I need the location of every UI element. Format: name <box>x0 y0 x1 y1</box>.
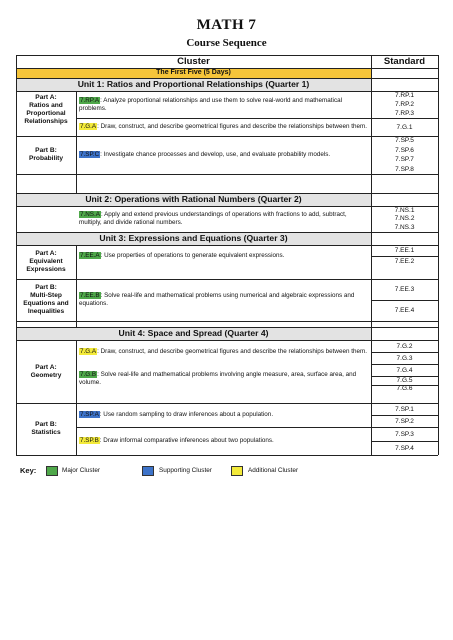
standard-code-text: 7.NS.3 <box>394 224 415 232</box>
standard-code <box>371 385 438 394</box>
cluster-code: 7.G.A <box>80 123 97 130</box>
unit-standard-blank <box>371 78 438 91</box>
cluster-text: : Investigate chance processes and develop, use, and evaluate probability models. <box>100 151 331 158</box>
standard-code-text: 7.SP.7 <box>395 156 414 164</box>
standard-code-text: 7.EE.3 <box>394 286 415 293</box>
key-label: Key: <box>20 466 37 475</box>
table-rule <box>16 91 438 92</box>
part-label-u3b <box>16 279 76 321</box>
table-rule <box>371 441 438 442</box>
standard-code <box>371 441 438 455</box>
standard-code <box>371 223 438 232</box>
standard-code-text: 7.SP.8 <box>395 165 414 173</box>
table-rule <box>371 364 438 365</box>
key-supporting-label: Supporting Cluster <box>159 467 212 474</box>
table-rule <box>371 55 372 455</box>
standard-code <box>371 403 438 415</box>
cluster-code: 7.EE.A <box>80 252 100 259</box>
table-rule <box>16 78 438 79</box>
standard-code <box>371 376 438 385</box>
part-label-u1a <box>16 91 76 129</box>
standard-code-text: 7.G.1 <box>396 123 413 131</box>
table-rule <box>16 340 438 341</box>
supporting-swatch <box>142 466 154 476</box>
cluster-text: : Draw, construct, and describe geometrical figures and describe the relationships between them. <box>97 348 367 355</box>
standard-code-text: 7.SP.6 <box>395 146 414 154</box>
standard-code-text: 7.EE.2 <box>394 258 415 265</box>
standard-code <box>371 352 438 364</box>
standard-code <box>371 155 438 165</box>
unit-header-4: Unit 4: Space and Spread (Quarter 4) <box>16 327 371 340</box>
cluster-desc-ns_a <box>79 206 368 232</box>
standard-code <box>371 100 438 109</box>
cluster-text: : Draw, construct, and describe geometrical figures and describe the relationships between them. <box>97 123 367 130</box>
table-rule <box>16 455 438 456</box>
standard-code <box>371 245 438 256</box>
cluster-column-header: Cluster <box>177 56 210 67</box>
standard-code <box>371 364 438 376</box>
doc-title: MATH 7 <box>196 17 257 33</box>
standard-code-text: 7.SP.4 <box>395 444 414 452</box>
table-rule <box>16 321 438 322</box>
standard-code <box>371 165 438 175</box>
table-rule <box>371 376 438 377</box>
key-major-label: Major Cluster <box>62 467 100 474</box>
part-label-text: Part B: Probability <box>28 147 64 162</box>
table-rule <box>16 55 17 455</box>
cluster-text: : Solve real-life and mathematical problems involving angle measure, area, surface area, and volume. <box>79 370 357 386</box>
standard-code <box>371 340 438 352</box>
standard-code-text: 7.G.6 <box>396 385 413 393</box>
cluster-desc-g_b <box>79 364 368 393</box>
cluster-desc-g_a2 <box>79 340 368 364</box>
cluster-text: : Use properties of operations to generate equivalent expressions. <box>100 252 285 259</box>
standard-code-text: 7.SP.3 <box>395 430 414 438</box>
cluster-text: : Draw informal comparative inferences about two populations. <box>99 437 274 444</box>
table-rule <box>16 232 438 233</box>
standard-code-text: 7.SP.5 <box>395 137 414 145</box>
unit-standard-blank <box>371 232 438 245</box>
unit-standard-blank <box>371 327 438 340</box>
standard-code <box>371 206 438 215</box>
cluster-code: 7.EE.B <box>80 292 100 299</box>
part-label-text: Part A: Ratios and Proportional Relationships <box>24 94 68 125</box>
table-rule <box>16 193 438 194</box>
table-rule <box>16 174 438 175</box>
unit-header-3: Unit 3: Expressions and Equations (Quarter 3) <box>16 232 371 245</box>
part-label-text: Part B: Multi-Step Equations and Inequalities <box>23 284 69 315</box>
table-rule <box>371 300 438 301</box>
standard-code <box>371 415 438 427</box>
table-rule <box>16 136 438 137</box>
table-rule <box>16 245 438 246</box>
part-label-u3a <box>16 245 76 279</box>
standard-code-text: 7.G.2 <box>396 342 413 350</box>
part-label-text: Part A: Equivalent Expressions <box>26 250 66 273</box>
cluster-desc-sp_a <box>79 403 368 427</box>
table-rule <box>371 385 438 386</box>
cluster-text: : Solve real-life and mathematical problems using numerical and algebraic expressions and equations. <box>79 292 355 307</box>
standard-code <box>371 118 438 136</box>
standard-code-text: 7.EE.1 <box>394 247 415 254</box>
table-rule <box>16 279 438 280</box>
table-rule <box>16 403 438 404</box>
key-additional-label: Additional Cluster <box>248 467 299 474</box>
additional-swatch <box>231 466 243 476</box>
standard-code <box>371 427 438 441</box>
standard-code <box>371 146 438 156</box>
table-rule <box>16 55 438 56</box>
cluster-code: 7.SP.C <box>80 151 100 158</box>
cluster-desc-ee_a <box>79 245 368 267</box>
cluster-desc-ee_b <box>79 279 368 321</box>
doc-subtitle: Course Sequence <box>186 37 267 49</box>
cluster-desc-g_a1 <box>79 118 368 136</box>
cluster-code: 7.RP.A <box>80 96 100 104</box>
cluster-text: : Apply and extend previous understandings of operations with fractions to add, subtract, multiply, and divide rational numbers. <box>79 211 347 226</box>
standard-code-text: 7.NS.2 <box>394 215 415 223</box>
cluster-code: 7.G.B <box>80 370 97 378</box>
standard-code-text: 7.EE.4 <box>394 307 415 314</box>
standard-code-text: 7.SP.1 <box>395 405 414 413</box>
course-sequence-table <box>16 55 438 465</box>
cluster-code: 7.SP.A <box>80 411 99 418</box>
first-five-banner: The First Five (5 Days) <box>16 68 371 78</box>
part-label-text: Part A: Geometry <box>30 363 62 379</box>
major-swatch <box>46 466 58 476</box>
key-legend <box>16 465 326 477</box>
table-rule <box>371 415 438 416</box>
standard-code <box>371 256 438 267</box>
standard-code <box>371 136 438 146</box>
table-rule <box>16 206 438 207</box>
cluster-desc-rp_a <box>79 91 368 118</box>
standard-code-text: 7.G.3 <box>396 354 413 362</box>
standard-code <box>371 300 438 321</box>
cluster-code: 7.G.A <box>80 348 97 355</box>
standard-column-header: Standard <box>383 56 426 67</box>
standard-code <box>371 91 438 100</box>
table-rule <box>16 327 438 328</box>
standard-code <box>371 109 438 118</box>
part-label-u1b <box>16 136 76 174</box>
unit-standard-blank <box>371 193 438 206</box>
standard-code-text: 7.NS.1 <box>394 206 415 214</box>
standard-code <box>371 215 438 224</box>
standard-code-text: 7.G.5 <box>396 376 413 384</box>
part-label-u4a <box>16 340 76 403</box>
standard-code-text: 7.RP.1 <box>394 92 415 99</box>
part-label-text: Part B: Statistics <box>31 421 61 436</box>
table-rule <box>76 91 77 193</box>
table-rule <box>76 340 77 455</box>
standard-code <box>371 279 438 300</box>
cluster-text: : Use random sampling to draw inferences about a population. <box>99 411 274 418</box>
part-label-u4b <box>16 403 76 455</box>
cluster-code: 7.SP.B <box>80 437 99 444</box>
table-rule <box>76 245 77 327</box>
table-rule <box>438 55 439 455</box>
cluster-text: : Analyze proportional relationships and use them to solve real-world and mathematical problems. <box>79 96 343 112</box>
table-rule <box>76 118 438 119</box>
table-rule <box>76 427 438 428</box>
standard-code-text: 7.SP.2 <box>395 417 414 425</box>
unit-header-1: Unit 1: Ratios and Proportional Relationships (Quarter 1) <box>16 78 371 91</box>
table-rule <box>16 68 438 69</box>
cluster-code: 7.NS.A <box>80 211 100 218</box>
table-rule <box>371 256 438 257</box>
cluster-desc-sp_b <box>79 427 368 455</box>
standard-code-text: 7.G.4 <box>396 366 413 374</box>
unit-header-2: Unit 2: Operations with Rational Numbers (Quarter 2) <box>16 193 371 206</box>
standard-code-text: 7.RP.2 <box>394 101 415 108</box>
table-rule <box>371 352 438 353</box>
cluster-desc-sp_c <box>79 136 368 174</box>
standard-code-text: 7.RP.3 <box>394 110 415 117</box>
